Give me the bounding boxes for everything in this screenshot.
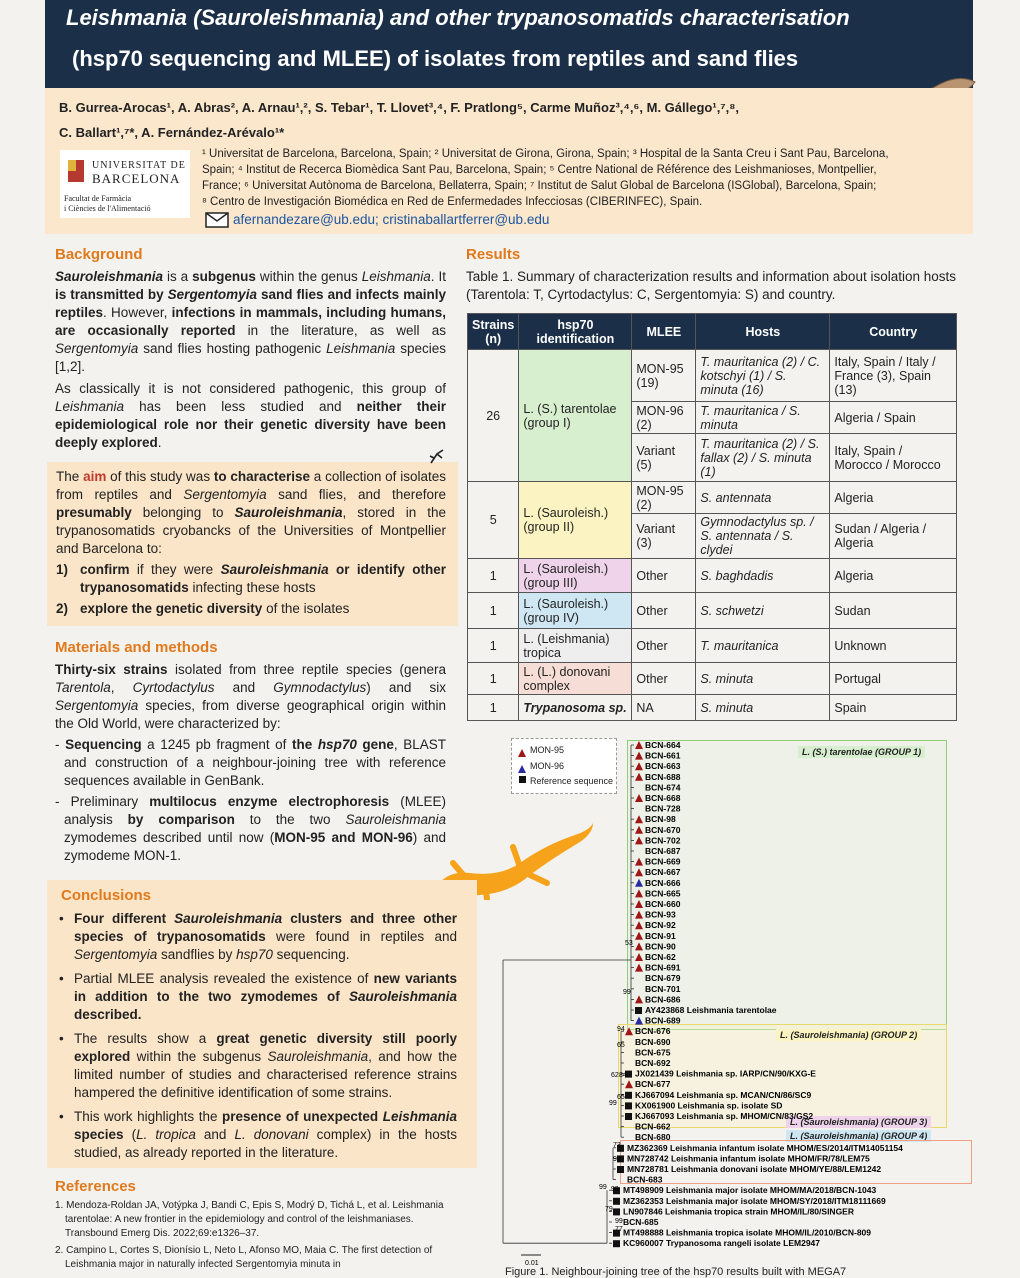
- scale-label: 0.01: [525, 1260, 539, 1265]
- th-mlee: MLEE: [632, 314, 696, 350]
- tree-leaf-label: KJ667094 Leishmania sp. MCAN/CN/86/SC9: [635, 1089, 812, 1100]
- bootstrap-value: 99: [615, 1218, 623, 1225]
- cell-n: 5: [468, 482, 519, 559]
- mon95-marker: [635, 964, 643, 972]
- legend-mon96: MON-96: [530, 761, 565, 771]
- legend-ref: Reference sequence: [530, 776, 614, 786]
- tree-leaf-label: BCN-92: [645, 920, 676, 931]
- tree-group4-label: L. (Sauroleishmania) (GROUP 4): [786, 1130, 931, 1142]
- bootstrap-value: 84: [619, 1072, 627, 1079]
- tree-leaf-label: BCN-677: [635, 1079, 671, 1090]
- references-title: References: [55, 1178, 136, 1195]
- tree-group3-label: L. (Sauroleishmania) (GROUP 3): [786, 1116, 931, 1128]
- mon95-marker: [635, 815, 643, 823]
- tree-leaf-label: MT498888 Leishmania tropica isolate MHOM/IL/2010/BCN-809: [623, 1227, 872, 1238]
- materials-text: Thirty-six strains isolated from three reptile species (genera Tarentola, Cyrtodactylus and Gymnodactylus) and six Sergentomyia species, from diverse geographical origin within the Old World, were characterized by: - Sequencing a 1245 pb fragment of the hsp70 gene, BLAST and construction of a neighbour-joining tree with reference sequences available in GenBank. - Preliminary multilocus enzyme electrophoresis (MLEE) analysis by comparison to the two Sauroleishmania zymodemes described until now (MON-95 and MON-96) and zymodeme MON-1.: [55, 662, 446, 863]
- ref-marker: [625, 1092, 632, 1099]
- cell-country: Portugal: [830, 663, 957, 695]
- envelope-icon: [205, 212, 229, 228]
- tree-leaf-label: MZ362369 Leishmania infantum isolate MHOM/ES/2014/ITM14051154: [627, 1142, 903, 1153]
- mon95-marker: [635, 942, 643, 950]
- ref-marker: [625, 1113, 632, 1120]
- tree-leaf-label: BCN-676: [635, 1026, 671, 1037]
- tree-leaf-label: BCN-663: [645, 761, 681, 772]
- cell-id: L. (Sauroleish.) (group II): [519, 482, 632, 559]
- tree-leaf-label: BCN-687: [645, 846, 681, 856]
- table-row: [468, 663, 957, 695]
- tree-leaf-label: MT498909 Leishmania major isolate MHOM/MA/2018/BCN-1043: [623, 1185, 877, 1196]
- tree-leaf-label: KC960007 Trypanosoma rangeli isolate LEM2947: [623, 1238, 821, 1249]
- cell-country: Spain: [830, 695, 957, 721]
- cell-country: Algeria / Spain: [830, 402, 957, 434]
- affiliation-line: ⁸ Centro de Investigación Biomédica en Red de Enfermedades Infecciosas (CIBERINFEC), Spain.: [202, 196, 703, 208]
- conclusions-title: Conclusions: [61, 887, 152, 904]
- background-text: Sauroleishmania is a subgenus within the genus Leishmania. It is transmitted by Sergentomyia sand flies and infects mainly reptiles. However, infections in mammals, including humans, are occasionally reported in the literature, as well as Sergentomyia sand flies hosting pathogenic Leishmania species [1,2]. As classically it is not considered pathogenic, this group of Leishmania has been less studied and neither their epidemiological role nor their genetic diversity have been deeply explored.: [55, 269, 447, 450]
- authors-line1: B. Gurrea-Arocas¹, A. Abras², A. Arnau¹,², S. Tebar¹, T. Llovet³,⁴, F. Pratlong⁵, Carme Muñoz³,⁴,⁶, M. Gállego¹,⁷,⁸,: [59, 100, 740, 115]
- figure-caption: Figure 1. Neighbour-joining tree of the hsp70 results built with MEGA7: [505, 1266, 847, 1278]
- bootstrap-value: 65: [617, 1042, 625, 1049]
- bootstrap-value: 99: [599, 1184, 607, 1191]
- aim-text: The aim of this study was to characterise a collection of isolates from reptiles and Sergentomyia sand flies, and therefore presumably belonging to Sauroleishmania, stored in the trypanosomatids cryobancks of the Universities of Montpellier and Barcelona to: 1) confirm if they were Sauroleishmania or identify other trypanosomatids infecting these hosts 2) explore the genetic diversity of the isolates: [56, 469, 447, 616]
- tree-leaf-label: BCN-668: [645, 793, 681, 803]
- mon95-marker: [635, 911, 643, 919]
- crest-icon: [66, 158, 86, 186]
- table-row: [468, 593, 957, 629]
- cell-hosts: T. mauritanica (2) / S. fallax (2) / S. minuta (1): [696, 434, 830, 482]
- tree-leaf-label: BCN-93: [645, 909, 676, 920]
- logo-name1: UNIVERSITAT DE: [92, 160, 186, 171]
- tree-leaf-label: MZ362353 Leishmania major isolate MHOM/SY/2018/ITM18111669: [623, 1195, 886, 1206]
- th-hsp70: hsp70 identification: [519, 314, 632, 350]
- authors-line2: C. Ballart¹,⁷*, A. Fernández-Arévalo¹*: [59, 125, 285, 140]
- tree-leaf-label: BCN-701: [645, 983, 681, 994]
- ref-marker: [635, 1007, 642, 1014]
- cell-n: 1: [468, 695, 519, 721]
- tree-leaf-label: LN907846 Leishmania tropica strain MHOM/IL/80/SINGER: [623, 1206, 854, 1217]
- cell-id: Trypanosoma sp.: [519, 695, 632, 721]
- bootstrap-value: 79: [605, 1206, 613, 1213]
- cell-country: Unknown: [830, 629, 957, 663]
- mon96-marker: [635, 1017, 643, 1025]
- logo-faculty1: Facultat de Farmàcia: [64, 194, 132, 203]
- bootstrap-value: 94: [617, 1026, 625, 1033]
- sandfly-icon: [428, 448, 446, 466]
- affiliations: [202, 146, 962, 210]
- tree-leaf-label: JX021439 Leishmania sp. IARP/CN/90/KXG-E: [635, 1068, 816, 1079]
- bootstrap-value: 99: [623, 989, 631, 996]
- tree-leaf-label: BCN-686: [645, 994, 681, 1005]
- mon95-marker: [635, 995, 643, 1003]
- table-row: [468, 629, 957, 663]
- cell-hosts: T. mauritanica / S. minuta: [696, 402, 830, 434]
- cell-hosts: S. schwetzi: [696, 593, 830, 629]
- tree-leaf-label: BCN-666: [645, 877, 681, 888]
- affiliation-line: Spain; ⁴ Institut de Recerca Biomèdica Sant Pau, Barcelona, Spain; ⁵ Centre National de Référence des Leishmanioses, Montpellier,: [202, 164, 877, 176]
- cell-id: L. (Sauroleish.) (group III): [519, 559, 632, 593]
- tree-leaf-label: BCN-661: [645, 750, 681, 761]
- cell-id: L. (Leishmania) tropica: [519, 629, 632, 663]
- tree-leaf-label: BCN-675: [635, 1047, 671, 1058]
- poster-title-line1: Leishmania (Sauroleishmania) and other trypanosomatids characterisation: [66, 5, 850, 30]
- tree-group2-label: L. (Sauroleishmania) (GROUP 2): [776, 1029, 921, 1041]
- tree-leaf-label: BCN-728: [645, 803, 681, 814]
- mon95-marker: [635, 752, 643, 760]
- th-hosts: Hosts: [696, 314, 830, 350]
- cell-n: 1: [468, 629, 519, 663]
- table-caption: Table 1. Summary of characterization results and information about isolation hosts (Tarentola: T, Cyrtodactylus: C, Sergentomyia: S) and country.: [466, 269, 957, 302]
- mon95-marker: [635, 921, 643, 929]
- table-row: [468, 559, 957, 593]
- mon95-marker: [625, 1027, 633, 1035]
- tree-leaf-label: BCN-670: [645, 824, 681, 835]
- cell-country: Algeria: [830, 482, 957, 514]
- cell-n: 1: [468, 593, 519, 629]
- mon95-marker: [635, 900, 643, 908]
- cell-mlee: Other: [632, 629, 696, 663]
- bootstrap-value: 99: [613, 1156, 621, 1163]
- cell-country: Italy, Spain / Italy / France (3), Spain (13): [830, 350, 957, 402]
- mon95-marker: [635, 794, 643, 802]
- cell-hosts: Gymnodactylus sp. / S. antennata / S. clydei: [696, 514, 830, 559]
- th-country: Country: [830, 314, 957, 350]
- affiliation-line: ¹ Universitat de Barcelona, Barcelona, Spain; ² Universitat de Girona, Girona, Spain; ³ Hospital de la Santa Creu i Sant Pau, Barcelona,: [202, 148, 889, 160]
- table-row: [468, 482, 957, 514]
- cell-n: 1: [468, 663, 519, 695]
- tree-leaf-label: BCN-689: [645, 1015, 681, 1026]
- tree-leaf-label: BCN-667: [645, 867, 681, 878]
- cell-hosts: S. baghdadis: [696, 559, 830, 593]
- tree-leaf-label: BCN-692: [635, 1058, 671, 1068]
- mon95-marker: [635, 953, 643, 961]
- reference-2: 2. Campino L, Cortes S, Dionísio L, Neto L, Afonso MO, Maia C. The first detection of Leishmania major in naturally infected Sergentomyia minuta in: [55, 1245, 433, 1270]
- poster-title-line2: (hsp70 sequencing and MLEE) of isolates from reptiles and sand flies: [72, 46, 799, 71]
- logo-name2: BARCELONA: [92, 171, 181, 186]
- mon95-marker: [625, 1080, 633, 1088]
- tree-leaf-label: BCN-669: [645, 856, 681, 867]
- tree-leaf-label: BCN-679: [645, 973, 681, 984]
- th-strains: Strains (n): [468, 314, 519, 350]
- cell-id: L. (S.) tarentolae (group I): [519, 350, 632, 482]
- cell-mlee: Other: [632, 559, 696, 593]
- tree-leaf-label: BCN-702: [645, 835, 681, 846]
- bootstrap-value: 99: [609, 1100, 617, 1107]
- tree-leaf-label: BCN-690: [635, 1036, 671, 1047]
- reference-1: 1. Mendoza-Roldan JA, Votýpka J, Bandi C, Epis S, Modrý D, Tichá L, et al. Leishmania tarentolae: A new frontier in the epidemiology and control of the leishmaniases. Transbound Emerg Dis. 2022;69:e1326–37.: [55, 1200, 444, 1239]
- results-title: Results: [466, 246, 521, 263]
- mon95-marker: [635, 762, 643, 770]
- tree-leaf-label: MN728742 Leishmania infantum isolate MHOM/FR/78/LEM75: [627, 1153, 870, 1164]
- tree-leaf-label: KX061900 Leishmania sp. isolate SD: [635, 1100, 783, 1111]
- ref-marker: [613, 1208, 620, 1215]
- tree-leaf-label: BCN-62: [645, 952, 676, 962]
- mon95-marker: [635, 932, 643, 940]
- cell-mlee: MON-95 (2): [632, 482, 696, 514]
- bootstrap-value: 62: [611, 1072, 619, 1079]
- ref-marker: [613, 1240, 620, 1247]
- cell-country: Sudan / Algeria / Algeria: [830, 514, 957, 559]
- bootstrap-value: 73: [613, 1142, 621, 1149]
- cell-n: 1: [468, 559, 519, 593]
- tree-leaf-label: BCN-91: [645, 930, 676, 941]
- mon95-marker: [635, 836, 643, 844]
- tree-leaf-label: MN728781 Leishmania donovani isolate MHOM/YE/88/LEM1242: [627, 1164, 882, 1174]
- tree-leaf-label: AY423868 Leishmania tarentolae: [645, 1005, 777, 1015]
- tree-leaf-label: BCN-98: [645, 814, 676, 825]
- cell-mlee: MON-96 (2): [632, 402, 696, 434]
- bootstrap-value: 77: [615, 1226, 623, 1233]
- materials-title: Materials and methods: [55, 639, 218, 656]
- results-table: [467, 313, 957, 721]
- cell-hosts: T. mauritanica (2) / C. kotschyi (1) / S. minuta (16): [696, 350, 830, 402]
- cell-mlee: Variant (5): [632, 434, 696, 482]
- cell-country: Algeria: [830, 559, 957, 593]
- cell-hosts: S. minuta: [696, 663, 830, 695]
- bootstrap-value: 53: [625, 940, 633, 947]
- tree-leaf-label: BCN-674: [645, 782, 681, 793]
- tree-leaf-label: BCN-662: [635, 1121, 671, 1132]
- tree-leaf-label: KJ667093 Leishmania sp. MHOM/CN/83/GS2: [635, 1111, 814, 1121]
- cell-hosts: S. minuta: [696, 695, 830, 721]
- mon95-marker: [635, 889, 643, 897]
- background-title: Background: [55, 246, 143, 263]
- mon95-marker: [635, 858, 643, 866]
- contact-emails[interactable]: afernandezare@ub.edu; cristinaballartferrer@ub.edu: [233, 212, 550, 227]
- cell-mlee: NA: [632, 695, 696, 721]
- tree-leaf-label: BCN-90: [645, 941, 676, 952]
- cell-hosts: T. mauritanica: [696, 629, 830, 663]
- tree-leaf-label: BCN-665: [645, 888, 681, 899]
- university-logo: [60, 150, 190, 218]
- ref-marker: [617, 1166, 624, 1173]
- tree-group1-label: L. (S.) tarentolae (GROUP 1): [798, 746, 925, 758]
- cell-id: L. (Sauroleish.) (group IV): [519, 593, 632, 629]
- cell-mlee: Other: [632, 663, 696, 695]
- logo-faculty2: i Ciències de l'Alimentació: [64, 204, 151, 213]
- tree-leaf-label: BCN-683: [627, 1174, 663, 1185]
- tree-leaf-label: BCN-685: [623, 1217, 659, 1227]
- cell-hosts: S. antennata: [696, 482, 830, 514]
- mon95-marker: [635, 741, 643, 749]
- ref-marker: [625, 1102, 632, 1109]
- phylogenetic-tree: [495, 735, 975, 1265]
- cell-mlee: Variant (3): [632, 514, 696, 559]
- mon95-marker: [635, 773, 643, 781]
- tree-leaf-label: BCN-660: [645, 899, 681, 909]
- ref-marker: [613, 1198, 620, 1205]
- mon96-marker: [635, 879, 643, 887]
- tree-leaf-label: BCN-688: [645, 771, 681, 782]
- cell-n: 26: [468, 350, 519, 482]
- tree-leaf-label: BCN-664: [645, 740, 681, 750]
- mon95-marker: [635, 826, 643, 834]
- cell-id: L. (L.) donovani complex: [519, 663, 632, 695]
- affiliation-line: France; ⁶ Universitat Autònoma de Barcelona, Bellaterra, Spain; ⁷ Institut de Salut Global de Barcelona (ISGlobal), Barcelona, Spain;: [202, 180, 877, 192]
- conclusions-text: • Four different Sauroleishmania clusters and three other species of trypanosomatids were found in reptiles and Sergentomyia sandflies by hsp70 sequencing. • Partial MLEE analysis revealed the existence of new variants in addition to the two zymodemes of Sauroleishmania described. • The results show a great genetic diversity still poorly explored within the subgenus Sauroleishmania, and how the limited number of studies and characterised reference strains hampered the definitive identification of some strains. • This work highlights the presence of unexpected Leishmania species (L. tropica and L. donovani complex) in the hosts studied, as already reported in the literature.: [59, 911, 458, 1160]
- table-row: [468, 350, 957, 402]
- cell-mlee: Other: [632, 593, 696, 629]
- cell-country: Sudan: [830, 593, 957, 629]
- bootstrap-value: 65: [617, 1094, 625, 1101]
- mon95-marker: [635, 868, 643, 876]
- legend-mon95: MON-95: [530, 745, 565, 755]
- cell-mlee: MON-95 (19): [632, 350, 696, 402]
- tree-leaf-label: BCN-680: [635, 1132, 671, 1143]
- bootstrap-value: 99: [611, 1186, 619, 1193]
- table-row: [468, 695, 957, 721]
- tree-leaf-label: BCN-691: [645, 962, 681, 973]
- cell-country: Italy, Spain / Morocco / Morocco: [830, 434, 957, 482]
